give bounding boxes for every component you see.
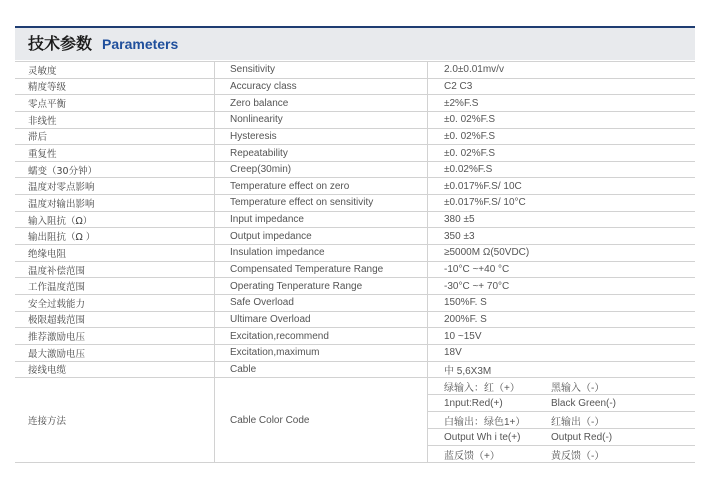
spec-value: ±0.02%F.S (444, 164, 493, 176)
spec-value: 380 ±5 (444, 214, 475, 226)
wire-color-row (428, 395, 695, 412)
spec-label-en: Cable (215, 362, 428, 378)
spec-value: 350 ±3 (444, 230, 475, 242)
spec-label-cn: 温度对零点影响 (15, 178, 215, 194)
spec-label-en: Excitation,maximum (215, 345, 428, 361)
spec-value: ±2%F.S (444, 97, 479, 109)
spec-value: C2 C3 (444, 80, 473, 92)
spec-label-en: Cable Color Code (215, 378, 428, 462)
spec-value: ≥5000M Ω(50VDC) (444, 247, 530, 259)
spec-label-cn: 重复性 (15, 145, 215, 161)
row-hysteresis (15, 129, 695, 146)
spec-value: -10°C ~+40 °C (444, 264, 510, 275)
row-insulation-impedance (15, 245, 695, 262)
spec-value: ±0. 02%F.S (444, 147, 496, 159)
spec-label-cn: 连接方法 (15, 378, 215, 462)
section-header (15, 28, 695, 60)
spec-label-cn: 温度补偿范围 (15, 262, 215, 278)
spec-label-en: Sensitivity (215, 62, 428, 78)
wire-color-right: 黄反馈（-） (551, 450, 605, 462)
wire-color-row (428, 429, 695, 446)
spec-label-cn: 非线性 (15, 112, 215, 128)
spec-label-cn: 绝缘电阻 (15, 245, 215, 261)
row-temp-effect-zero (15, 178, 695, 195)
row-cable-color-code (15, 378, 695, 463)
wire-color-left: Output Wh i te(+) (444, 431, 521, 443)
spec-value: -30°C ~+ 70°C (444, 280, 510, 292)
spec-label-cn: 温度对输出影响 (15, 195, 215, 211)
spec-label-cn: 零点平衡 (15, 95, 215, 111)
wire-color-right: Output Red(-) (551, 431, 613, 443)
wire-color-right: 红输出（-） (551, 416, 605, 428)
row-excitation-recommend (15, 328, 695, 345)
row-safe-overload (15, 295, 695, 312)
wire-color-list (428, 378, 695, 462)
row-accuracy-class (15, 79, 695, 96)
spec-label-en: Operating Tenperature Range (215, 278, 428, 294)
spec-value: 150%F. S (444, 297, 487, 309)
spec-label-en: Excitation,recommend (215, 328, 428, 344)
spec-value: ±0. 02%F.S (444, 114, 496, 126)
spec-label-en: Accuracy class (215, 79, 428, 95)
spec-label-en: Ultimare Overload (215, 312, 428, 328)
spec-value: 18V (444, 347, 462, 359)
row-input-impedance (15, 212, 695, 229)
spec-label-cn: 工作温度范围 (15, 278, 215, 294)
spec-label-en: Safe Overload (215, 295, 428, 311)
row-zero-balance (15, 95, 695, 112)
spec-label-cn: 滞后 (15, 129, 215, 145)
spec-label-en: Input impedance (215, 212, 428, 228)
row-output-impedance (15, 228, 695, 245)
parameters-table (15, 61, 695, 463)
section-title-cn: 技术参数 (28, 34, 93, 53)
wire-color-right: 黑输入（-） (551, 382, 605, 394)
spec-label-cn: 安全过载能力 (15, 295, 215, 311)
spec-label-cn: 蠕变（30分钟） (15, 162, 215, 178)
spec-label-cn: 接线电缆 (15, 362, 215, 378)
spec-label-cn: 极限超载范围 (15, 312, 215, 328)
spec-label-en: Repeatability (215, 145, 428, 161)
spec-label-cn: 推荐激励电压 (15, 328, 215, 344)
row-creep (15, 162, 695, 179)
wire-color-row (428, 446, 695, 462)
spec-label-en: Compensated Temperature Range (215, 262, 428, 278)
spec-label-en: Zero balance (215, 95, 428, 111)
section-title-en: Parameters (102, 36, 179, 52)
spec-label-en: Insulation impedance (215, 245, 428, 261)
spec-value: ±0. 02%F.S (444, 130, 496, 142)
spec-label-cn: 输入阻抗（Ω） (15, 212, 215, 228)
spec-label-cn: 灵敏度 (15, 62, 215, 78)
spec-value: 中 5,6X3M (444, 365, 492, 377)
row-cable (15, 362, 695, 379)
spec-value: 2.0±0.01mv/v (444, 64, 504, 76)
wire-color-left: 蓝反馈（+） (444, 450, 500, 462)
row-compensated-temp-range (15, 262, 695, 279)
wire-color-row (428, 378, 695, 395)
spec-value: 10 ~15V (444, 330, 482, 342)
spec-label-en: Creep(30min) (215, 162, 428, 178)
spec-label-en: Output impedance (215, 228, 428, 244)
row-operating-temp-range (15, 278, 695, 295)
spec-label-en: Hysteresis (215, 129, 428, 145)
spec-value: ±0.017%F.S/ 10C (444, 180, 522, 192)
spec-label-en: Temperature effect on sensitivity (215, 195, 428, 211)
spec-label-en: Nonlinearity (215, 112, 428, 128)
row-nonlinearity (15, 112, 695, 129)
spec-label-cn: 最大激励电压 (15, 345, 215, 361)
spec-value: 200%F. S (444, 313, 487, 325)
spec-label-en: Temperature effect on zero (215, 178, 428, 194)
row-repeatability (15, 145, 695, 162)
row-excitation-maximum (15, 345, 695, 362)
row-temp-effect-sensitivity (15, 195, 695, 212)
wire-color-right: Black Green(-) (551, 397, 617, 409)
row-ultimate-overload (15, 312, 695, 329)
wire-color-left: 绿输入：红（+） (444, 382, 520, 394)
spec-value: ±0.017%F.S/ 10°C (444, 197, 526, 209)
wire-color-left: 白输出：绿色1+） (444, 416, 526, 428)
spec-label-cn: 输出阻抗（Ω ） (15, 228, 215, 244)
wire-color-row (428, 412, 695, 429)
row-sensitivity (15, 62, 695, 79)
spec-label-cn: 精度等级 (15, 79, 215, 95)
wire-color-left: 1nput:Red(+) (444, 397, 503, 409)
